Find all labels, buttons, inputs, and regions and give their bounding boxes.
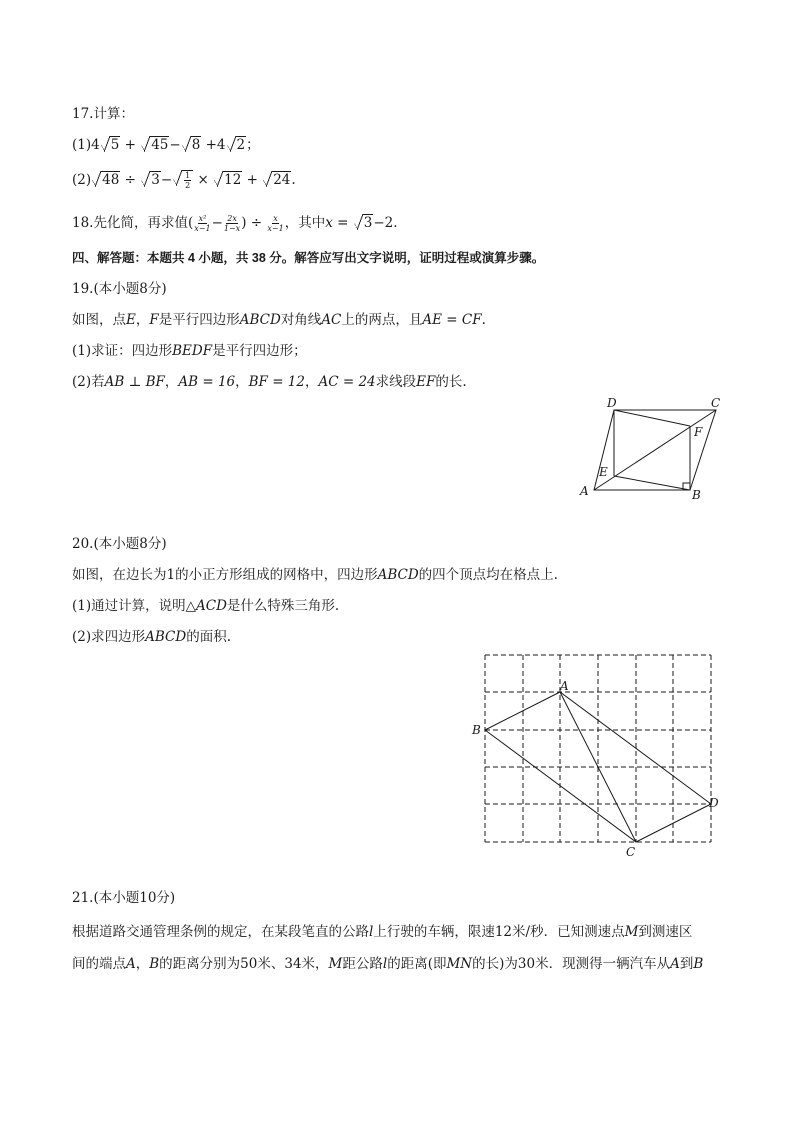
q21-title: 21.(本小题10分) [72, 890, 176, 906]
label-f: F [694, 425, 703, 439]
q20-part1: (1)通过计算，说明△ACD是什么特殊三角形. [72, 598, 340, 614]
q19-title: 19.(本小题8分) [72, 281, 167, 297]
frac-x2-over-x-1: $\frac{\text{x²}}{x-1}$ [194, 214, 211, 233]
grid-label-a: A [560, 679, 569, 693]
diagonal-ac [594, 410, 716, 490]
q19-part2: (2)若AB ⊥ BF，AB = 16，BF = 12，AC = 24求线段EF的长. [72, 374, 467, 390]
sqrt-8: 8 [182, 134, 202, 155]
q21-line2: 间的端点A，B的距离分别为50米、34米，M距公路l的距离(即MN的长)为30米．现测得一辆汽车从A到B [72, 956, 704, 972]
sqrt-45: 45 [141, 134, 169, 155]
q17-part1: (1)4 5 + 45− 8 +4 2； [72, 134, 260, 155]
q20-stem: 如图，在边长为1的小正方形组成的网格中，四边形ABCD的四个顶点均在格点上. [72, 567, 558, 583]
q21-line1: 根据道路交通管理条例的规定，在某段笔直的公路l上行驶的车辆，限速12米/秒．已知测速点M到测速区 [72, 924, 693, 940]
sqrt-12: 12 [214, 169, 242, 190]
sqrt-2: 2 [227, 134, 247, 155]
q19-stem: 如图，点E，F是平行四边形ABCD对角线AC上的两点，且AE = CF. [72, 312, 486, 328]
frac-x-over-x-1: $\frac{x}{x-1}$ [267, 214, 284, 233]
parallelogram-figure [570, 392, 730, 507]
q19-part1: (1)求证：四边形BEDF是平行四边形； [72, 343, 307, 359]
sqrt-24: 24 [263, 169, 291, 190]
label-c: C [711, 396, 721, 410]
section-heading: 四、解答题：本题共 4 小题，共 38 分。解答应写出文字说明，证明过程或演算步骤。 [72, 251, 545, 265]
grid-figure [468, 648, 728, 860]
sqrt-48: 48 [92, 169, 120, 190]
q17-title: 17.计算： [72, 106, 134, 122]
grid-label-c: C [626, 845, 636, 859]
grid-label-b: B [472, 723, 481, 737]
segment-be [614, 476, 690, 490]
label-b: B [692, 488, 701, 502]
q20-part2: (2)求四边形ABCD的面积. [72, 629, 231, 645]
grid-label-d: D [709, 796, 719, 810]
label-e: E [599, 465, 608, 479]
sqrt-5: 5 [101, 134, 121, 155]
sqrt-3: 3 [141, 169, 161, 190]
segment-df [614, 410, 690, 426]
sqrt-half: $\frac{1}{2}$ [173, 168, 193, 190]
q18-statement: 18.先化简，再求值( $\frac{\text{x²}}{x-1}$ − $\frac{2x}{1-x}$ ) ÷ $\frac{x}{x-1}$ ，其中x = 3−2. [72, 214, 398, 233]
frac-2x-over-1-x: $\frac{2x}{1-x}$ [223, 214, 241, 233]
label-d: D [607, 396, 617, 410]
sqrt-3-q18: 3 [354, 212, 374, 233]
q17-part2: (2) 48 ÷ 3− $\frac{1}{2}$ × 12 + 24. [72, 168, 296, 190]
label-a: A [580, 484, 589, 498]
q20-title: 20.(本小题8分) [72, 536, 167, 552]
